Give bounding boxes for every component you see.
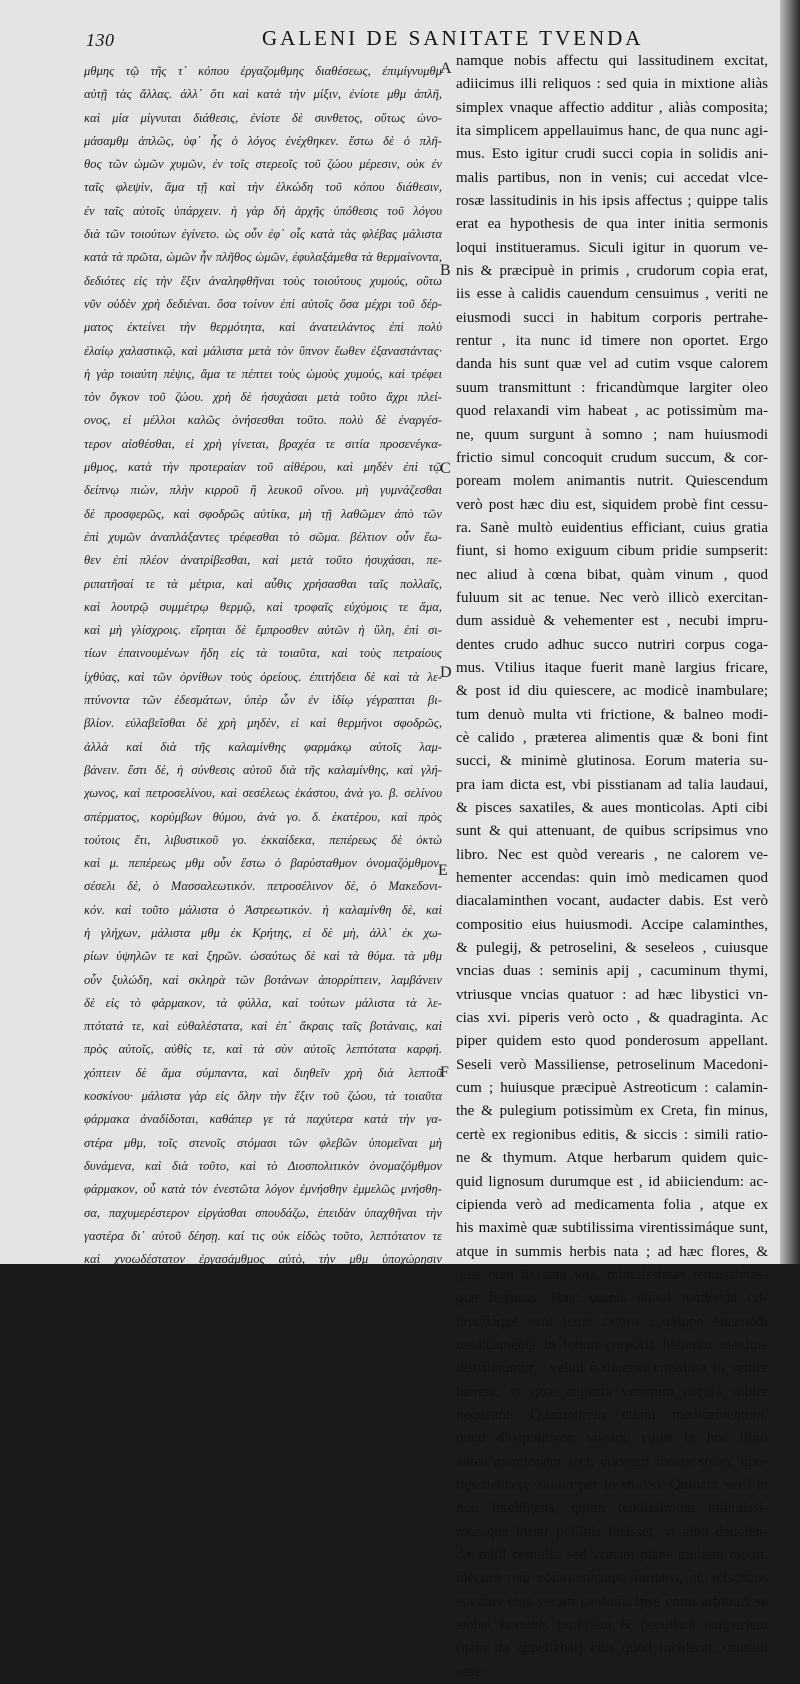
latin-text-line: & pisces saxatiles, & aues monticolas. Apti cibi [456,800,768,816]
latin-text-line: distribuuntur : veluti è diuerso crassiora in ventre [456,1360,768,1377]
greek-text-line: ἐλαίῳ χαλαστικῷ, καὶ μάλιστα μετὰ τὸν ὕπνον ἕωθεν ἐξαναστάντας· [84,343,442,358]
margin-letter-f: F [440,1064,449,1081]
latin-text-line: múmque instar pollinis fecisset, vt aluo deiicien- [456,1523,768,1540]
latin-text-line: cias xvi. piperis verò octo , & quadraginta. Ac [456,1010,768,1027]
latin-text-line: brandáque sunt tenui cribro ; quippe eiusmodi [456,1313,768,1330]
latin-text-line: Seseli verò Massiliense, petroselinum Macedoni- [456,1056,768,1073]
greek-text-line: ἐκοινοῦτο, θαυμάζων τε ἅμα, καὶ ζητῶν τὸ γεγονότος τὸ ἀλη- [84,1298,442,1313]
greek-text-line: καὶ χνοωδέστατον ἐργασάμθμος αὐτὸ, τὴν μθμ ὑποχώρησιν [84,1252,442,1267]
greek-text-line: καὶ μ. πεπέρεως μθμ οὖν ἔστω ὁ βαρύσταθμον ὀνομαζόμθμον. [84,856,442,871]
latin-text-line: danda his sunt quæ vel ad cutim vsque calorem [456,356,768,373]
latin-text-line: ne, quum surgunt à somno ; nam huiusmodi [456,426,768,443]
latin-text-line: certè ex regionibus editis, & siccis : simili ratio- [456,1126,768,1143]
greek-text-line: βλίον. εὐλαβεῖσθαι δὲ χρὴ μηδὲν, εἰ καὶ θερμήνοι σφοδρῶς, [84,716,442,731]
greek-text-line: καὶ μία μίγνυται διάθεσις, ἐνίοτε δὲ συνθετος, οὕτως ὠνο- [84,110,442,125]
latin-text-line: simplex vnaque affectio additur , aliàs composita; [456,99,768,116]
latin-text-line: ne & thymum. Atque herbarum quidem quic- [456,1150,768,1167]
latin-text-column [456,50,768,1684]
greek-text-line: ἀνθρώπου, καὶ γὰρ ἐκάλεσεν οὕτως, αἰτίαν εἶναι τοῦ συμβεβηκότος. [84,1345,421,1360]
greek-text-line: χόπτειν δὲ ἅμα σύμπαντα, καὶ διηθεῖν χρὴ διὰ λεπτοῦ [84,1065,442,1080]
greek-text-line: δὲ εἰς τὸ φάρμακον, τὰ φύλλα, καὶ τούτων μάλιστα τὰ λε- [84,995,442,1010]
greek-text-line: καὶ μὴ γλίσχροις. εἴρηται δὲ ἔμπροσθεν αὐτῶν ἡ ὕλη, ἐπὶ σι- [84,623,442,638]
latin-text-line: dæ nihil contulit, sed vrinam planè multam mouit, [456,1547,768,1563]
latin-text-line: pra iam dicta est, vbi pisstianam ad talia laudaui, [456,776,768,793]
latin-text-line: dentes crudo adhuc succo nutriri corpus coga- [456,636,768,653]
latin-text-line: ra. Sanè multò euidentius efficiant, cuius gratia [456,519,768,536]
greek-text-line: θινὸν αἴτιον. αὐτὸς δὲ ᾤετο, νομίζειν ἰδιοσυγκρασίαν εἶναί τινα τῷ [84,1322,442,1337]
latin-text-line: libro. Nec est quòd verearis , ne calorem ve- [456,846,768,863]
latin-text-line: fuluum sit ac tenue. Nec verò illicò exercitan- [456,589,768,606]
latin-text-line: mus. Vtilius itaque fuerit manè largius fricare, [456,659,768,676]
latin-text-line: hementer accendas: quin imò medicamen quod [456,870,768,887]
greek-text-line: στέρα μθμ, τοῖς στενοῖς στόμασι τῶν φλεβῶν ὑπομεῖναι μὴ [84,1135,442,1150]
greek-text-line: δυνάμενα, καὶ διὰ τοῦτο, καὶ τὸ Διοσπολιτικὸν ὀνομαζόμθμον [84,1158,442,1173]
latin-text-line: atque in summis herbis nata ; ad hæc flores, & [456,1243,768,1260]
latin-text-line: quid lignosum durumque est , id abiiciendum: ac- [456,1173,768,1190]
greek-text-line: πτότατά τε, καὶ εὐθαλέστατα, καὶ ἐπ᾽ ἄκραις ταῖς βοτάναις, καὶ [84,1019,442,1034]
latin-text-line: sunt & qui attenuant, de quibus scripsimus vno [456,823,768,840]
greek-text-line: κόν. καὶ τοῦτο μάλιστα ὁ Ἀστρεωτικόν. ἡ καλαμίνθη δὲ, καὶ [84,902,442,917]
latin-text-line: hærent, vt quæ angusta venarum oscula subire [456,1383,768,1400]
greek-text-line: ἐπὶ χυμῶν ἀναπλάξαντες τρέφεσθαι τὸ σῶμα. βέλτιον οὖν ἕω- [84,529,442,544]
latin-text-line: non intelligens, quum tenuissimum minutissi- [456,1500,768,1517]
greek-text-line: τίων ἐπαινουμένων ἤδη εἰς τὰ τοιαῦτα, καὶ τοὺς πετραίους [84,646,442,661]
greek-text-line: ἀλλὰ καὶ διὰ τῆς καλαμίνθης φαρμάκῳ αὐτοῖς λαμ- [84,739,442,754]
greek-text-line: σα, παχυμερέστερον εἰργάσθαι σπουδάζω, ἐπειδὰν ὑπαχθῆναι τὴν [84,1205,442,1220]
greek-text-line: φάρμακον, οὗ κατὰ τὸν ἐνεστῶτα λόγον ἐμνήσθην ἐμμελῶς μνήσθη- [84,1182,442,1197]
greek-text-line: ἡ γλήχων, μάλιστα μθμ ἐκ Κρήτης, εἰ δὲ μὴ, ἀλλ᾽ ἐκ χω- [84,925,442,940]
margin-letter-c: C [440,460,451,477]
greek-text-line: οὐδὲν ἠ προὔτρεψεν, οὖρα δὲ ἐκίνησεν οὐκ ὀλίγα, καὶ ἡμῖν [84,1275,442,1290]
greek-text-line: ἰχθύας, καὶ τῶν ὀρνίθων τοὺς ὀρείους. ἐπιτήδεια δὲ καὶ τὰ λε- [84,669,442,684]
latin-text-line: tum denuò multa vti frictione, & balneo modi- [456,706,768,723]
latin-text-line: nis & præcipuè in primis , crudorum copia erat, [456,263,768,280]
greek-text-line: διὰ τῶν τοιούτων ἐγίνετο. ὡς οὖν ἐφ᾽ οἷς κατὰ τὰς φλέβας μάλιστα [84,227,442,242]
latin-text-line: loqui institueramus. Siculi igitur in quorum ve- [456,239,768,256]
greek-text-line: τερον αἰσθέσθαι, εἰ χρὴ γίνεται, βραχέα τε σιτία προσενέγκα- [84,436,442,451]
latin-text-line: antea mentionem feci, crassum facere soleo, quo- [456,1453,768,1470]
greek-text-line: δείπνῳ πιὼν, πλὴν κιρροῦ ἢ λευκοῦ οἴνου. μὴ γυμνάζεσθαι [84,483,442,498]
latin-text-line: quod relaxandi vim habeat , ac potissimùm ma- [456,403,768,420]
greek-text-line: ἐν ταῖς αὐτοῖς ὑπάρχειν. ἡ γὰρ δὴ ἀρχῆς ὑπόθεσις τοῦ λόγου [84,203,442,218]
latin-text-line: dum assiduè & vehementer est , necubi impru- [456,613,768,630]
latin-text-line: malis partibus, non in venis; cui accedat vlce- [456,169,768,186]
greek-text-line: αὐτῇ τὰς ἄλλας. ἀλλ᾽ ὅτι καὶ κατὰ τὴν μίξιν, ἐνίοτε μθμ ἁπλῆ, [84,87,442,102]
latin-text-line: nequeant. Quamobrem etiam medicamentum, [456,1406,768,1423]
greek-text-line: δεδιότες εἰς τὴν ἕξιν ἀναληφθῆναι τοὺς τοιούτους χυμούς, οὕτω [84,273,442,288]
latin-text-line: his maximè quæ subtilissima virentissimáque sunt, [456,1220,768,1237]
margin-letter-a: A [440,60,452,77]
page-edge-shadow [780,0,800,1264]
greek-text-line: οὖν ξυλώδη, καὶ σκληρὰ τῶν βοτάνων ἀπορρίπτειν, λαμβάνειν [84,972,442,987]
greek-text-line: μθμης τῷ τῆς τ᾽ κόπου ἐργαζομθμης διαθέσεως, ἐπιμίγνυμθμ [84,64,442,78]
greek-text-line: χωνος, καὶ πετροσελίνου, καὶ σεσέλεως ἑκάστου, ἀνὰ γο. β. σελίνου [84,786,442,801]
greek-text-line: κατὰ τὰ πρῶτα, ὠμῶν ἦν πλῆθος ὠμῶν, ἐφυλαξάμεθα τὰ θερμαίνοντα, [84,250,442,265]
latin-text-line: adiicimus illi reliquos : sed quia in mixtione aliàs [456,76,768,93]
latin-text-line: suum transmittunt : fricandùmque largiter oleo [456,379,768,396]
latin-text-line: fiunt, si homo exiguum cibum pridie sumpserit: [456,543,768,560]
latin-text-line: nec aliud à cœna bibat, quàm vinum , quod [456,566,768,583]
latin-text-line: eiusmodi succi in habitum corporis pertrahe- [456,309,768,326]
latin-text-line: (nam ita appellabat) eius quod inciderat, causam [456,1640,768,1657]
latin-text-line: vncias duas : seminis apij , cacuminum thymi, [456,963,768,980]
latin-text-line: succi, & minimè glutinosa. Eorum materia su- [456,753,768,770]
latin-text-line: rentur , ita nunc id timere non oportet. Ergo [456,333,768,350]
greek-text-line: πτύνοντα τῶν ἐδεσμάτων, ὑπὲρ ὧν ἐν ἰδίῳ γέγραπται βι- [84,693,442,708]
running-title: GALENI DE SANITATE TVENDA [262,26,644,50]
margin-letter-b: B [440,262,451,279]
latin-text-line: diacalaminthen vocant, audacter dabis. Est verò [456,893,768,910]
latin-text-line: mus. Esto igitur crudi succi copia in solidis ani- [456,146,768,163]
latin-text-line: rosæ lassitudinis in his ipsis affectus ; quippe talis [456,193,768,210]
greek-text-line: θεν ἐπὶ πλέον ἀνατρίβεσθαι, καὶ μετὰ τοῦτο ἡσυχάσαι, πε- [84,553,442,568]
latin-text-line: vtriusque vncias quatuor : ad hæc libystici vn- [456,986,768,1003]
latin-text-line: que festucas. Hæc omnia simul tundenda cri- [456,1290,768,1307]
latin-text-line: piper quidem esto quod ponderosum appellant. [456,1033,768,1050]
greek-text-line: μάσαμθμ ἁπλῶς, ὑφ᾽ ἧς ὁ λόγος ἐνέχθηκεν. ἔστω δὲ ὁ πλῆ- [84,133,442,148]
greek-text-line: νῦν οὐδὲν χρὴ δεδιέναι. ὅσα τοίνυν ἐπὶ αὐτοῖς ὅσα μέχρι τοῦ δέρ- [84,296,442,311]
latin-text-line: aiebat hominis propriam & peculiarē temperiem [456,1617,768,1634]
latin-text-line: quod diospoliticon vocant, cuius in hoc libro [456,1430,768,1447]
latin-text-line: cipienda verò ad medicamenta folia , atque ex [456,1196,768,1213]
greek-text-line: ονος, εἰ μέλλοι καλῶς ὀνήσεσθαι τοῦτο. πολὺ δὲ ἐναργέσ- [84,413,442,428]
greek-text-line: φάρμακα ἀναδίδοται, καθάπερ γε τὰ παχύτερα κατὰ τὴν γα- [84,1112,442,1127]
latin-text-line: erat ea hypothesis de qua inter initia sermonis [456,216,768,233]
greek-text-line: θος τῶν ὠμῶν χυμῶν, ἐν τοῖς στερεοῖς τοῦ ζώου μέρεσιν, οὐκ ἐν [84,157,442,172]
latin-text-line: compositio eius huiusmodi. Accipe calaminthes, [456,916,768,933]
latin-text-line: ties deiicere aluum per id studeo. Quidam verò id [456,1476,768,1493]
latin-text-line: cè calido , præterea alimentis quæ & boni fint [456,729,768,746]
greek-text-line: σπέρματος, κορύμβων θύμου, ἀνὰ γο. δ. ἑκατέρου, καὶ πρὸς [84,809,442,824]
greek-text-line: ταῖς φλεψὶν, ἅμα τῇ καὶ τὴν ἑλκώδη τοῦ κόπου διάθεσιν, [84,180,442,195]
greek-text-line: μθμος, κατὰ τὴν προτεραίαν τοῦ αἰθέρου, καὶ μηδὲν ἐπὶ τῷ [84,460,442,475]
latin-text-line: frictio simul concoquit crudum succum, & cor- [456,449,768,466]
latin-text-line: the & pulegium potissimùm ex Creta, fin minus, [456,1103,768,1120]
greek-text-line: κοσκίνου· μάλιστα γὰρ εἰς ὅλην τὴν ἕξιν τοῦ ζώου, τὰ τοιαῦτα [84,1089,442,1104]
page-number: 130 [86,30,115,50]
greek-text-line: ρίων ὑψηλῶν τε καὶ ξηρῶν. ὡσαύτως δὲ καὶ τὰ θύμα. τὰ μθμ [84,949,442,964]
latin-text-line: quæ cum iis sunt vnà, minutissimas tenuissimas- [456,1266,768,1283]
greek-text-line: ἡ γὰρ τοιαύτη πέψις, ἅμα τε πέπτει τοὺς ὠμοὺς χυμούς, καὶ τρέφει [84,366,442,381]
latin-text-line: mecum rem communicauit, miratus, ac sciscitans [456,1570,768,1587]
greek-text-line: τὸν ὄγκον τοῦ ζώου. χρὴ δὲ ἡσυχάσαι μετὰ τοῦτο ἄχρι πλεί- [84,390,442,405]
greek-text-line: δὲ προσφερῶς, καὶ σφοδρῶς αὐτίκα, μὴ τῇ λαθῶμεν ἀπὸ τῶν [84,506,442,521]
latin-text-line: cum ; huiusque præcipuè Astreoticum : calamin- [456,1080,768,1097]
latin-text-line: euentus eius veram causam. Ipse enim arbitrari se [456,1593,768,1610]
latin-text-line: poream molem animantis nutrit. Quiescendum [456,473,768,490]
latin-text-line: & post id diu quiescere, ac modicè inambulare; [456,683,768,700]
greek-text-column [84,60,442,1365]
greek-text-line: γαστέρα δι᾽ αὐτοῦ δέησῃ. καί τις οὐκ εἰδὼς τοῦτο, λεπτότατον τε [84,1228,442,1243]
greek-text-line: πρὸς αὐτοῖς, αὐθίς τε, καὶ τὰ σὺν αὐτοῖς λεπτότατα καρφή. [84,1042,442,1057]
latin-text-line: esse: [456,1663,486,1680]
greek-text-line: σέσελι δὲ, ὁ Μασσαλεωτικόν. πετροσέλινον δὲ, ὁ Μακεδονι- [84,879,442,894]
latin-text-line: namque nobis affectu qui lassitudinem excitat, [456,53,768,69]
latin-text-line: verò post hæc diu est, siquidem probè fint cessu- [456,496,768,513]
greek-text-line: ριπατῆσαί τε τὰ μέτρια, καὶ αὖθις χρήσασθαι ταῖς πολλαῖς, [84,576,442,591]
latin-text-line: iis esse à calidis cauendum censuimus , veriti ne [456,286,768,303]
margin-letter-e: E [438,862,448,879]
greek-text-line: βάνειν. ἔστι δὲ, ἡ σύνθεσις αὐτοῦ διὰ τῆς καλαμίνθης, καὶ γλή- [84,762,442,777]
latin-text-line: & pulegij, & petroselini, & seseleos , cuiusque [456,940,768,957]
greek-text-line: καὶ λουτρῷ συμμέτρῳ θερμῷ, καὶ τροφαῖς εὐχύμοις τε ἅμα, [84,599,442,614]
latin-text-line: medicamenta in totum corporis habitum maximè [456,1336,768,1353]
latin-text-line: ita simplicem appellauimus hanc, de qua nunc agi- [456,123,768,140]
greek-text-line: ματος ἐκτείνει τὴν θερμότητα, καὶ ἀνατειλάντος ἐπὶ πολὺ [84,320,442,335]
greek-text-line: τούτοις ἔτι, λιβυστικοῦ γο. ἑκκαίδεκα, πεπέρεως δὲ ὀκτὼ [84,832,442,847]
margin-letter-d: D [440,664,452,681]
